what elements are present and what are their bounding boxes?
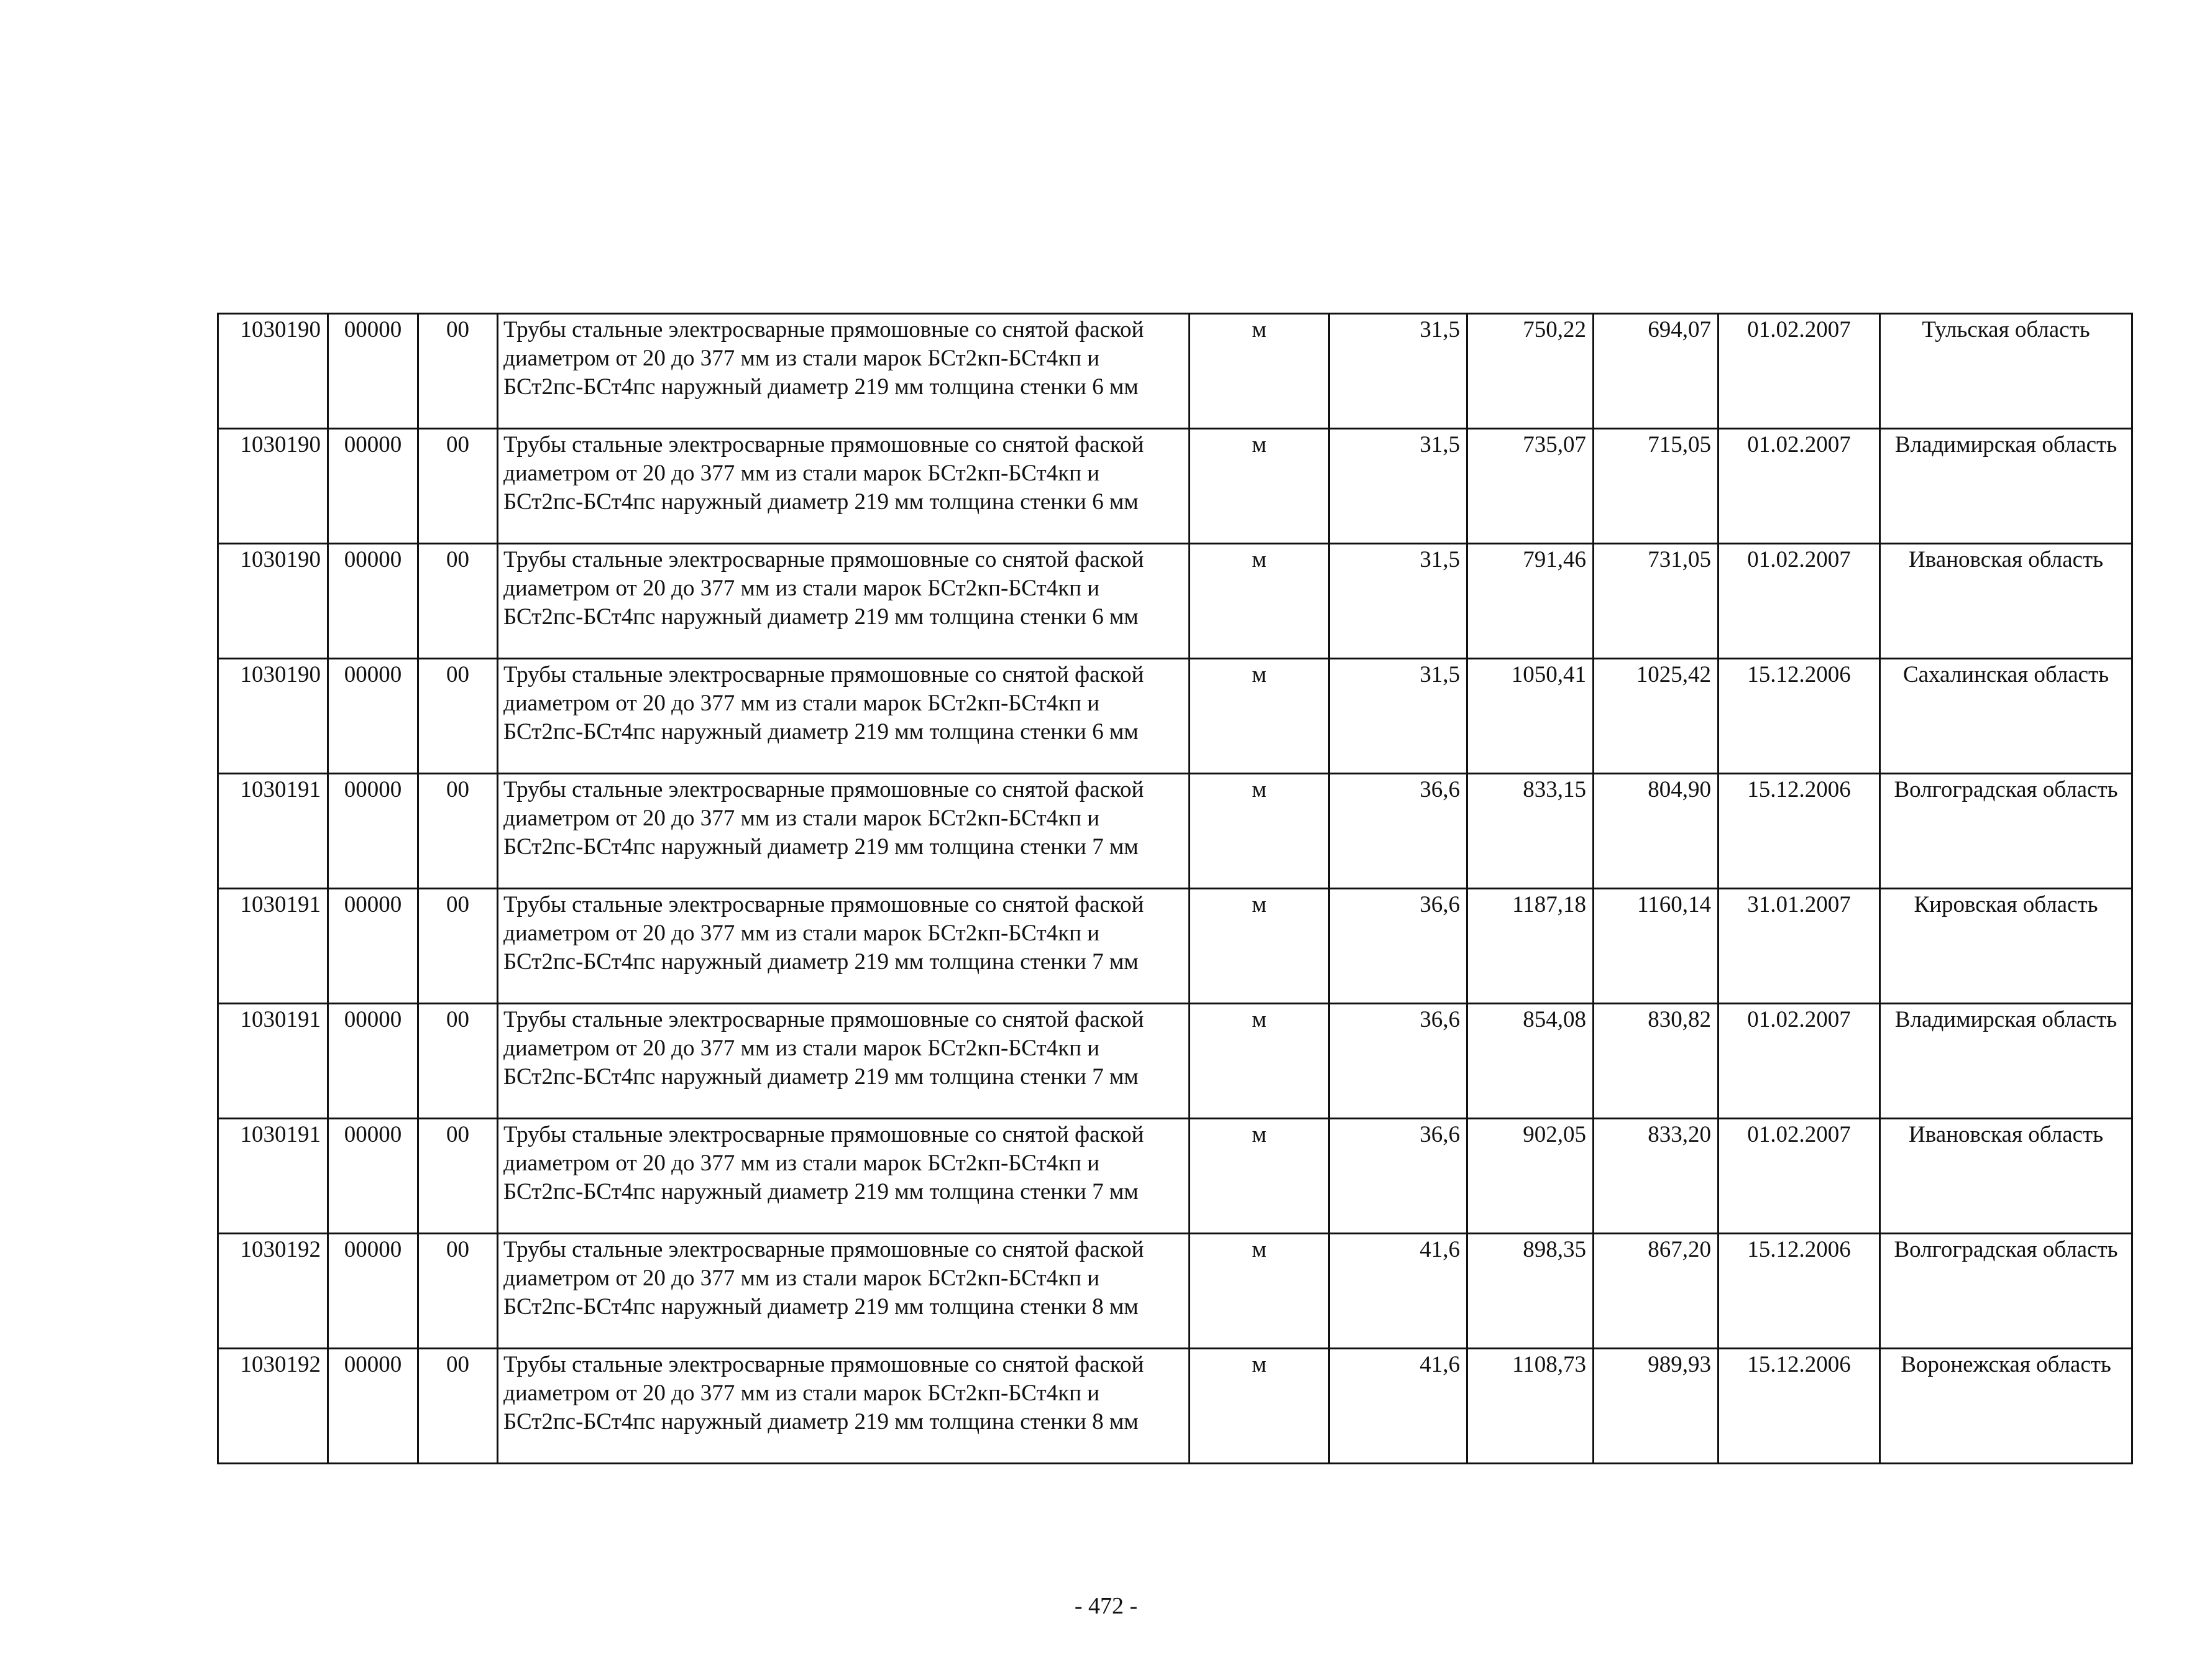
sub-index-cell: 00 [418,889,498,1004]
date-cell: 15.12.2006 [1719,659,1880,774]
price-excl-cell: 731,05 [1594,544,1719,659]
resource-code-cell: 1030190 [218,544,328,659]
weight-cell: 31,5 [1329,429,1467,544]
price-excl-cell: 989,93 [1594,1349,1719,1464]
price-cell: 902,05 [1467,1119,1594,1234]
unit-cell: м [1190,1004,1329,1119]
table-row [218,659,2132,774]
price-excl-cell: 867,20 [1594,1234,1719,1349]
resource-code-cell: 1030191 [218,889,328,1004]
date-cell: 01.02.2007 [1719,1119,1880,1234]
description-cell: Трубы стальные электросварные прямошовные со снятой фаской диаметром от 20 до 377 мм из стали марок БСт2кп-БСт4кп и БСт2пс-БСт4пс наружный диаметр 219 мм толщина стенки 7 мм [498,774,1190,889]
sub-code-cell: 00000 [328,1119,418,1234]
date-cell: 01.02.2007 [1719,429,1880,544]
weight-cell: 36,6 [1329,774,1467,889]
date-cell: 15.12.2006 [1719,774,1880,889]
date-cell: 31.01.2007 [1719,889,1880,1004]
weight-cell: 36,6 [1329,1004,1467,1119]
weight-cell: 41,6 [1329,1349,1467,1464]
unit-cell: м [1190,314,1329,429]
sub-index-cell: 00 [418,1119,498,1234]
date-cell: 01.02.2007 [1719,314,1880,429]
sub-index-cell: 00 [418,544,498,659]
unit-cell: м [1190,429,1329,544]
sub-code-cell: 00000 [328,889,418,1004]
price-cell: 1050,41 [1467,659,1594,774]
resource-code-cell: 1030192 [218,1349,328,1464]
price-table [217,313,2133,1464]
date-cell: 15.12.2006 [1719,1234,1880,1349]
description-cell: Трубы стальные электросварные прямошовные со снятой фаской диаметром от 20 до 377 мм из стали марок БСт2кп-БСт4кп и БСт2пс-БСт4пс наружный диаметр 219 мм толщина стенки 6 мм [498,544,1190,659]
table-row [218,1004,2132,1119]
unit-cell: м [1190,889,1329,1004]
date-cell: 15.12.2006 [1719,1349,1880,1464]
price-cell: 791,46 [1467,544,1594,659]
price-excl-cell: 694,07 [1594,314,1719,429]
price-cell: 898,35 [1467,1234,1594,1349]
weight-cell: 36,6 [1329,889,1467,1004]
sub-code-cell: 00000 [328,314,418,429]
price-cell: 735,07 [1467,429,1594,544]
price-excl-cell: 804,90 [1594,774,1719,889]
description-cell: Трубы стальные электросварные прямошовные со снятой фаской диаметром от 20 до 377 мм из стали марок БСт2кп-БСт4кп и БСт2пс-БСт4пс наружный диаметр 219 мм толщина стенки 6 мм [498,659,1190,774]
weight-cell: 31,5 [1329,314,1467,429]
sub-code-cell: 00000 [328,659,418,774]
weight-cell: 36,6 [1329,1119,1467,1234]
weight-cell: 31,5 [1329,544,1467,659]
weight-cell: 31,5 [1329,659,1467,774]
price-cell: 1187,18 [1467,889,1594,1004]
description-cell: Трубы стальные электросварные прямошовные со снятой фаской диаметром от 20 до 377 мм из стали марок БСт2кп-БСт4кп и БСт2пс-БСт4пс наружный диаметр 219 мм толщина стенки 7 мм [498,889,1190,1004]
price-excl-cell: 830,82 [1594,1004,1719,1119]
resource-code-cell: 1030191 [218,1004,328,1119]
table-row [218,314,2132,429]
table-row [218,774,2132,889]
region-cell: Ивановская область [1880,1119,2132,1234]
unit-cell: м [1190,544,1329,659]
sub-code-cell: 00000 [328,774,418,889]
sub-code-cell: 00000 [328,1004,418,1119]
region-cell: Тульская область [1880,314,2132,429]
table-row [218,1234,2132,1349]
price-cell: 854,08 [1467,1004,1594,1119]
region-cell: Волгоградская область [1880,1234,2132,1349]
description-cell: Трубы стальные электросварные прямошовные со снятой фаской диаметром от 20 до 377 мм из стали марок БСт2кп-БСт4кп и БСт2пс-БСт4пс наружный диаметр 219 мм толщина стенки 8 мм [498,1234,1190,1349]
sub-index-cell: 00 [418,314,498,429]
region-cell: Волгоградская область [1880,774,2132,889]
sub-index-cell: 00 [418,1234,498,1349]
table-row [218,1119,2132,1234]
region-cell: Владимирская область [1880,429,2132,544]
region-cell: Владимирская область [1880,1004,2132,1119]
table-row [218,1349,2132,1464]
unit-cell: м [1190,1119,1329,1234]
price-excl-cell: 1025,42 [1594,659,1719,774]
price-excl-cell: 715,05 [1594,429,1719,544]
unit-cell: м [1190,774,1329,889]
sub-index-cell: 00 [418,774,498,889]
price-excl-cell: 833,20 [1594,1119,1719,1234]
region-cell: Сахалинская область [1880,659,2132,774]
sub-index-cell: 00 [418,429,498,544]
price-cell: 750,22 [1467,314,1594,429]
region-cell: Ивановская область [1880,544,2132,659]
resource-code-cell: 1030190 [218,659,328,774]
weight-cell: 41,6 [1329,1234,1467,1349]
table-row [218,429,2132,544]
unit-cell: м [1190,1234,1329,1349]
price-cell: 833,15 [1467,774,1594,889]
date-cell: 01.02.2007 [1719,544,1880,659]
description-cell: Трубы стальные электросварные прямошовные со снятой фаской диаметром от 20 до 377 мм из стали марок БСт2кп-БСт4кп и БСт2пс-БСт4пс наружный диаметр 219 мм толщина стенки 8 мм [498,1349,1190,1464]
unit-cell: м [1190,659,1329,774]
description-cell: Трубы стальные электросварные прямошовные со снятой фаской диаметром от 20 до 377 мм из стали марок БСт2кп-БСт4кп и БСт2пс-БСт4пс наружный диаметр 219 мм толщина стенки 7 мм [498,1004,1190,1119]
sub-index-cell: 00 [418,1349,498,1464]
description-cell: Трубы стальные электросварные прямошовные со снятой фаской диаметром от 20 до 377 мм из стали марок БСт2кп-БСт4кп и БСт2пс-БСт4пс наружный диаметр 219 мм толщина стенки 6 мм [498,314,1190,429]
resource-code-cell: 1030192 [218,1234,328,1349]
resource-code-cell: 1030191 [218,1119,328,1234]
table-row [218,889,2132,1004]
resource-code-cell: 1030191 [218,774,328,889]
region-cell: Воронежская область [1880,1349,2132,1464]
page-number: - 472 - [1074,1593,1138,1619]
price-cell: 1108,73 [1467,1349,1594,1464]
description-cell: Трубы стальные электросварные прямошовные со снятой фаской диаметром от 20 до 377 мм из стали марок БСт2кп-БСт4кп и БСт2пс-БСт4пс наружный диаметр 219 мм толщина стенки 7 мм [498,1119,1190,1234]
unit-cell: м [1190,1349,1329,1464]
sub-index-cell: 00 [418,1004,498,1119]
region-cell: Кировская область [1880,889,2132,1004]
sub-code-cell: 00000 [328,429,418,544]
table-row [218,544,2132,659]
date-cell: 01.02.2007 [1719,1004,1880,1119]
price-excl-cell: 1160,14 [1594,889,1719,1004]
description-cell: Трубы стальные электросварные прямошовные со снятой фаской диаметром от 20 до 377 мм из стали марок БСт2кп-БСт4кп и БСт2пс-БСт4пс наружный диаметр 219 мм толщина стенки 6 мм [498,429,1190,544]
sub-code-cell: 00000 [328,1349,418,1464]
resource-code-cell: 1030190 [218,429,328,544]
sub-code-cell: 00000 [328,544,418,659]
table-body [218,314,2132,1464]
sub-index-cell: 00 [418,659,498,774]
sub-code-cell: 00000 [328,1234,418,1349]
resource-code-cell: 1030190 [218,314,328,429]
